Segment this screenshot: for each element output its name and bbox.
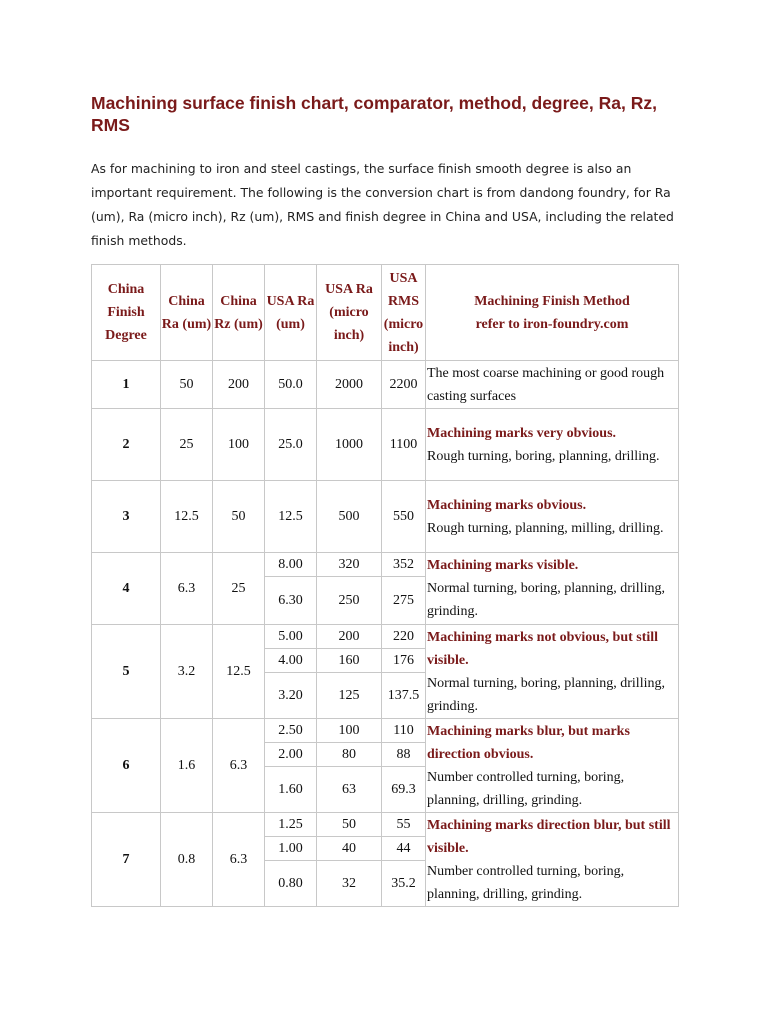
cell-degree: 3 [92,481,161,553]
cell-china-ra: 12.5 [161,481,213,553]
cell-usa-rms: 2200 [382,361,426,409]
cell-usa-rms: 88 [382,743,426,767]
cell-china-rz: 25 [213,553,265,625]
cell-usa-rms: 110 [382,719,426,743]
cell-usa-ra-micro: 100 [317,719,382,743]
method-emphasis: Machining marks blur, but marks direction obvious. [427,723,630,762]
cell-usa-ra-micro: 32 [317,861,382,907]
cell-china-ra: 50 [161,361,213,409]
cell-usa-rms: 275 [382,577,426,625]
cell-usa-rms: 550 [382,481,426,553]
header-china-degree: China Finish Degree [92,265,161,361]
cell-method [426,625,679,719]
cell-usa-ra: 25.0 [265,409,317,481]
cell-usa-ra: 6.30 [265,577,317,625]
cell-usa-rms: 176 [382,649,426,673]
cell-method [426,553,679,625]
cell-usa-rms: 220 [382,625,426,649]
cell-usa-ra: 12.5 [265,481,317,553]
method-emphasis: Machining marks visible. [427,558,579,573]
cell-china-rz: 100 [213,409,265,481]
cell-usa-ra: 0.80 [265,861,317,907]
intro-paragraph: As for machining to iron and steel castings, the surface finish smooth degree is also an important requirement. The following is the conversion chart is from dandong foundry, for Ra (um), Ra (micro inch), Rz (um), RMS and finish degree in China and USA, including the related finish methods. [91,161,674,248]
page-title: Machining surface finish chart, comparator, method, degree, Ra, Rz, RMS [91,93,657,135]
cell-china-ra: 1.6 [161,719,213,813]
cell-china-rz: 6.3 [213,813,265,907]
cell-method [426,813,679,907]
cell-usa-ra-micro: 63 [317,767,382,813]
cell-china-rz: 12.5 [213,625,265,719]
cell-method [426,409,679,481]
table-row [92,553,679,577]
cell-usa-ra-micro: 125 [317,673,382,719]
cell-usa-ra-micro: 500 [317,481,382,553]
cell-degree: 4 [92,553,161,625]
method-emphasis: Machining marks not obvious, but still visible. [427,629,659,668]
cell-usa-ra: 2.50 [265,719,317,743]
cell-usa-ra: 4.00 [265,649,317,673]
cell-usa-ra: 1.25 [265,813,317,837]
cell-degree: 7 [92,813,161,907]
method-emphasis: Machining marks very obvious. [427,425,617,441]
cell-china-ra: 3.2 [161,625,213,719]
method-emphasis: Machining marks direction blur, but still visible. [427,817,671,856]
cell-usa-rms: 1100 [382,409,426,481]
cell-china-ra: 25 [161,409,213,481]
method-description: Number controlled turning, boring, planning, drilling, grinding. [427,769,625,808]
table-row [92,813,679,837]
cell-usa-rms: 137.5 [382,673,426,719]
cell-china-rz: 50 [213,481,265,553]
method-description: Rough turning, boring, planning, drilling. [427,448,660,464]
cell-usa-ra: 50.0 [265,361,317,409]
cell-usa-ra: 5.00 [265,625,317,649]
cell-usa-ra-micro: 50 [317,813,382,837]
method-emphasis: Machining marks obvious. [427,497,587,513]
header-usa-ra-micro: USA Ra (micro inch) [317,265,382,361]
method-description: Rough turning, planning, milling, drilling. [427,520,664,536]
surface-finish-table [91,264,679,907]
cell-usa-ra-micro: 320 [317,553,382,577]
cell-china-ra: 0.8 [161,813,213,907]
cell-china-rz: 200 [213,361,265,409]
cell-method [426,361,679,409]
header-method-line1: Machining Finish Method [474,293,630,309]
cell-usa-ra-micro: 2000 [317,361,382,409]
cell-usa-ra-micro: 1000 [317,409,382,481]
cell-usa-rms: 352 [382,553,426,577]
cell-usa-ra-micro: 250 [317,577,382,625]
cell-degree: 1 [92,361,161,409]
header-method-line2: refer to iron-foundry.com [475,316,629,332]
table-body [92,361,679,907]
cell-usa-rms: 35.2 [382,861,426,907]
method-description: Normal turning, boring, planning, drilling, grinding. [427,675,665,714]
cell-usa-rms: 69.3 [382,767,426,813]
table-row [92,719,679,743]
cell-usa-ra: 3.20 [265,673,317,719]
cell-usa-rms: 55 [382,813,426,837]
table-row [92,481,679,553]
cell-degree: 5 [92,625,161,719]
header-china-rz: China Rz (um) [213,265,265,361]
cell-usa-ra: 8.00 [265,553,317,577]
method-description: The most coarse machining or good rough casting surfaces [427,365,665,404]
cell-usa-ra-micro: 160 [317,649,382,673]
cell-china-rz: 6.3 [213,719,265,813]
header-usa-ra: USA Ra (um) [265,265,317,361]
table-row [92,361,679,409]
cell-usa-ra-micro: 200 [317,625,382,649]
cell-usa-ra-micro: 80 [317,743,382,767]
cell-usa-ra: 1.00 [265,837,317,861]
cell-method [426,719,679,813]
method-description: Normal turning, boring, planning, drilling, grinding. [427,581,665,619]
header-china-ra: China Ra (um) [161,265,213,361]
cell-degree: 6 [92,719,161,813]
header-usa-rms: USA RMS (micro inch) [382,265,426,361]
header-row [92,265,679,361]
cell-china-ra: 6.3 [161,553,213,625]
table-row [92,409,679,481]
table-row [92,625,679,649]
cell-usa-ra: 1.60 [265,767,317,813]
cell-method [426,481,679,553]
header-method [426,265,679,361]
cell-usa-ra: 2.00 [265,743,317,767]
cell-usa-rms: 44 [382,837,426,861]
method-description: Number controlled turning, boring, planning, drilling, grinding. [427,863,625,902]
cell-degree: 2 [92,409,161,481]
cell-usa-ra-micro: 40 [317,837,382,861]
